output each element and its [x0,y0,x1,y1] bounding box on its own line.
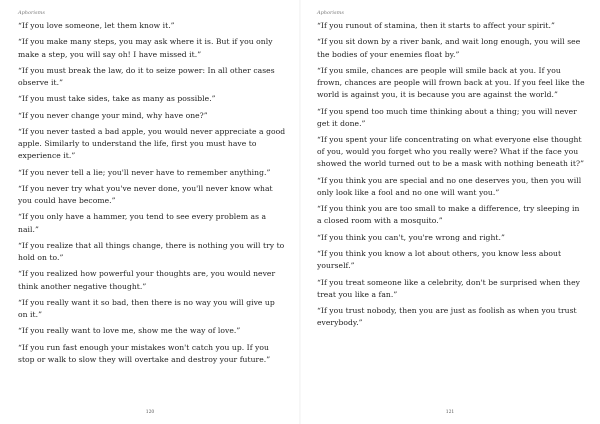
quote-item: “If you smile, chances are people will smile back at you. If you frown, chances are people will frown back at you. If you feel like the world is against you, it is because you are against the world.” [317,65,585,100]
quote-item: “If you trust nobody, then you are just as foolish as when you trust everybody.” [317,306,577,328]
quote-item: “If you think you can't, you're wrong and right.” [317,232,505,242]
page-number: 121 [445,410,455,415]
right-page [300,0,600,424]
quote-item: “If you never change your mind, why have one?” [18,110,208,120]
quote-item: “If you love someone, let them know it.” [18,21,175,30]
quote-item: “If you think you are too small to make a difference, try sleeping in a closed room with a mosquito.” [317,204,580,226]
running-head: Aphorisms [317,10,344,16]
running-head: Aphorisms [18,10,45,16]
quote-item: “If you spent your life concentrating on what everyone else thought of you, would you forget who you really were? What if the face you showed the world turned out to be a mask with nothing beneath it?” [317,135,585,169]
quote-item: “If you realized how powerful your thoughts are, you would never think another negative thought.” [18,269,276,291]
quote-item: “If you treat someone like a celebrity, don't be surprised when they treat you like a fan.” [317,277,580,299]
quote-item: “If you run fast enough your mistakes won't catch you up. If you stop or walk to slow they will overtake and destroy your future.” [18,342,271,364]
quote-item: “If you sit down by a river bank, and wait long enough, you will see the bodies of your enemies float by.” [317,37,581,59]
quote-item: “If you realize that all things change, there is nothing you will try to hold on to.” [18,240,285,263]
quote-item: “If you only have a hammer, you tend to see every problem as a nail.” [18,212,267,234]
quote-item: “If you runout of stamina, then it starts to affect your spirit.” [317,21,555,30]
quote-item: “If you think you are special and no one deserves you, then you will only look like a fool and no one will want you.” [317,175,582,197]
quote-item: “If you must take sides, take as many as possible.” [18,94,216,104]
quote-list [18,20,286,366]
quote-item: “If you never tasted a bad apple, you would never appreciate a good apple. Similarly to understand the life, first you must have to experience it.” [18,126,286,161]
quote-list [317,20,586,329]
quote-item: “If you really want it so bad, then there is no way you will give up on it.” [18,297,275,320]
quote-item: “If you really want to love me, show me the way of love.” [18,326,241,336]
quote-item: “If you spend too much time thinking about a thing; you will never get it done.” [317,106,577,128]
quote-item: “If you must break the law, do it to seize power: In all other cases observe it.” [18,65,275,87]
quote-item: “If you think you know a lot about others, you know less about yourself.” [317,249,562,271]
page-number: 120 [145,410,155,415]
quote-item: “If you make many steps, you may ask where it is. But if you only make a step, you will say oh! I have missed it.” [18,37,273,59]
quote-item: “If you never try what you've never done, you'll never know what you could have become.” [18,183,273,206]
quote-item: “If you never tell a lie; you'll never have to remember anything.” [18,167,271,177]
